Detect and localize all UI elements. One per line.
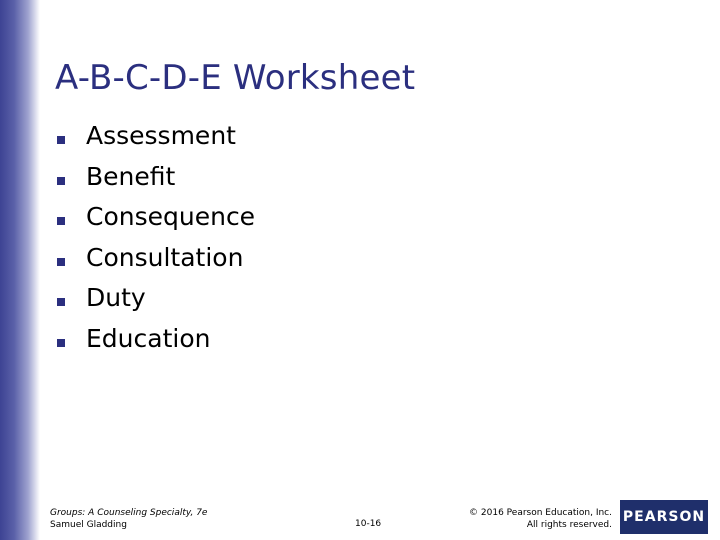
- bullet-item-assessment: [57, 117, 255, 158]
- bullet-item-education: [57, 320, 255, 361]
- square-bullet-icon: [57, 177, 65, 185]
- bullet-list: [57, 117, 255, 361]
- bullet-item-consultation: [57, 239, 255, 280]
- bullet-text: Benefit: [86, 161, 176, 191]
- bullet-text: Assessment: [86, 121, 236, 150]
- footer-source: [50, 507, 207, 531]
- bullet-text: Education: [86, 323, 211, 353]
- square-bullet-icon: [57, 136, 65, 144]
- copyright-line-1: © 2016 Pearson Education, Inc.: [469, 508, 612, 518]
- bullet-item-consequence: [57, 198, 255, 239]
- book-title: Groups: A Counseling Specialty, 7e: [50, 508, 208, 518]
- bullet-text: Consultation: [86, 242, 244, 272]
- bullet-text: Consequence: [86, 202, 256, 232]
- square-bullet-icon: [57, 258, 65, 266]
- author-name: Samuel Gladding: [50, 520, 127, 530]
- page-number: 10-16: [355, 519, 382, 529]
- slide-title: A-B-C-D-E Worksheet: [55, 58, 416, 98]
- bullet-item-duty: [57, 279, 255, 320]
- copyright-line-2: All rights reserved.: [526, 520, 612, 530]
- bullet-item-benefit: [57, 158, 255, 199]
- bullet-text: Duty: [86, 283, 146, 313]
- square-bullet-icon: [57, 339, 65, 347]
- square-bullet-icon: [57, 298, 65, 306]
- square-bullet-icon: [57, 217, 65, 225]
- pearson-logo: PEARSON: [620, 500, 708, 534]
- decorative-side-bar: [0, 0, 40, 540]
- copyright-notice: [469, 507, 612, 531]
